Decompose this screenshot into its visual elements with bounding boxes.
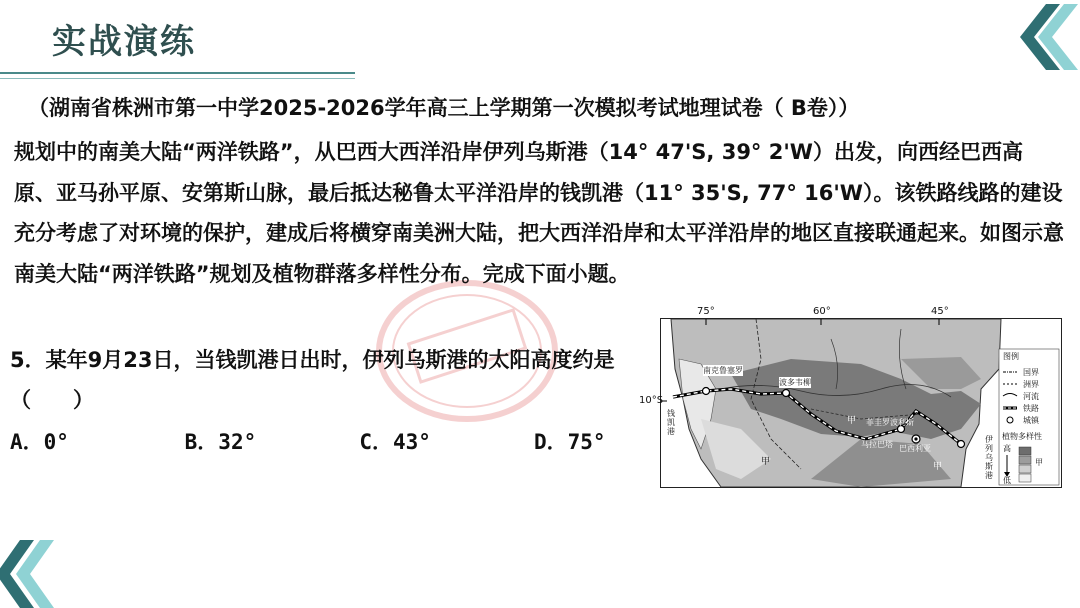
- lon-label-45: 45°: [931, 306, 949, 317]
- title-underline-thin: [0, 78, 355, 79]
- legend-item-0: 国界: [1023, 368, 1039, 377]
- legend-high: 高: [1003, 444, 1011, 453]
- lon-label-75: 75°: [697, 306, 715, 317]
- answer-options: [10, 426, 606, 456]
- option-d[interactable]: D．75°: [533, 430, 606, 454]
- question-source: （湖南省株洲市第一中学2025-2026学年高三上学期第一次模拟考试地理试卷（ B卷））: [28, 96, 860, 120]
- label-jia-1: 甲: [847, 416, 857, 426]
- legend-item-4: 城镇: [1023, 416, 1039, 425]
- label-qiankai: 钱凯港: [667, 409, 675, 436]
- legend-item-2: 河流: [1023, 392, 1039, 401]
- option-c[interactable]: C．43°: [359, 430, 431, 454]
- label-boduo: 波多韦柳: [779, 378, 811, 387]
- label-nankela: 南克鲁塞罗: [703, 366, 743, 375]
- south-america-railway-map: [639, 306, 1062, 488]
- legend-title: 图例: [1003, 352, 1019, 361]
- legend-item-1: 洲界: [1023, 380, 1039, 389]
- chevron-decoration-bottom-left: [0, 540, 70, 608]
- label-malabao: 马拉巴塔: [861, 440, 893, 449]
- lat-label-10s: 10°S: [639, 395, 664, 406]
- question-prompt: 5．某年9月23日，当钱凯港日出时，伊列乌斯港的太阳高度约是（ ）: [10, 348, 615, 412]
- lon-label-60: 60°: [813, 306, 831, 317]
- label-jia-2: 甲: [933, 462, 943, 472]
- label-baxilia: 巴西利亚: [899, 444, 931, 453]
- question-stem: 规划中的南美大陆“两洋铁路”，从巴西大西洋沿岸伊列乌斯港（14° 47'S, 39° 2'W）出发，向西经巴西高原、亚马孙平原、安第斯山脉，最后抵达秘鲁太平洋沿岸的钱凯港（11° 35'S, 77° 16'W）。该铁路线路的建设充分考虑了对环境的保护，建成后将横穿南美洲大陆，把大西洋沿岸和太平洋沿岸的地区直接联通起来。如图示意南美大陆“两洋铁路”规划及植物群落多样性分布。完成下面小题。: [14, 140, 1064, 286]
- label-feilaiduo: 菲圭罗波利斯: [866, 418, 914, 427]
- legend-low: 低: [1003, 476, 1011, 485]
- page-title: 实战演练: [52, 22, 196, 62]
- label-yiliewusi: 伊列乌斯港: [985, 435, 993, 480]
- map-svg: [661, 319, 1061, 487]
- label-jia-3: 甲: [761, 457, 771, 467]
- legend-item-3: 铁路: [1023, 404, 1039, 413]
- legend-jia: 甲: [1035, 458, 1043, 467]
- option-b[interactable]: B．32°: [184, 430, 257, 454]
- title-underline: [0, 72, 355, 74]
- option-a[interactable]: A．0°: [10, 430, 69, 454]
- chevron-decoration-top-right: [1012, 4, 1080, 70]
- legend-diversity-title: 植物多样性: [1002, 432, 1042, 441]
